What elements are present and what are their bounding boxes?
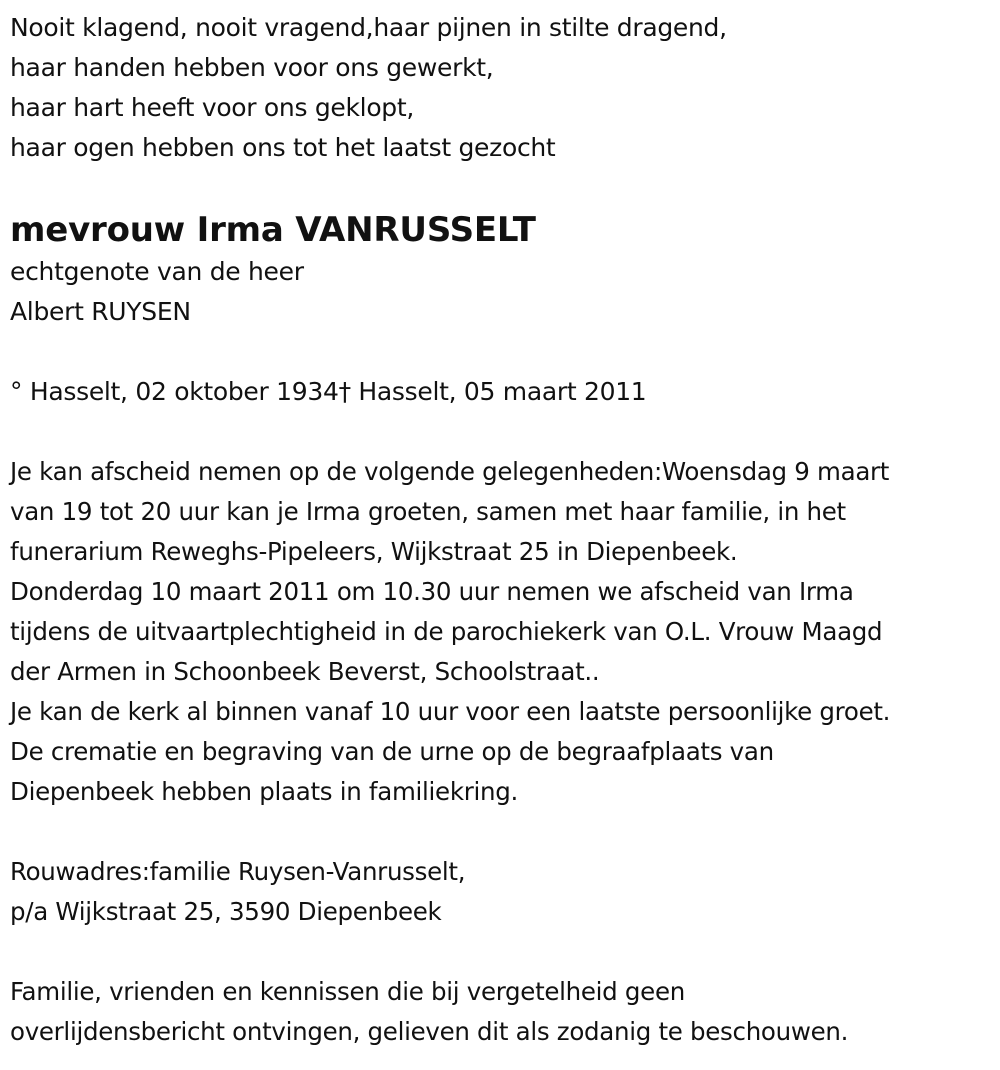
ceremony-line: Donderdag 10 maart 2011 om 10.30 uur nemen we afscheid van Irma bbox=[10, 577, 854, 606]
spouse-name: Albert RUYSEN bbox=[10, 297, 191, 326]
ceremony-line: Diepenbeek hebben plaats in familiekring. bbox=[10, 777, 518, 806]
ceremony-line: Je kan de kerk al binnen vanaf 10 uur voor een laatste persoonlijke groet. bbox=[10, 697, 891, 726]
obituary-notice bbox=[10, 8, 995, 1052]
notice-line: Familie, vrienden en kennissen die bij vergetelheid geen bbox=[10, 977, 685, 1006]
ceremony-details bbox=[10, 452, 995, 812]
ceremony-line: funerarium Reweghs-Pipeleers, Wijkstraat 25 in Diepenbeek. bbox=[10, 537, 738, 566]
life-dates bbox=[10, 372, 995, 412]
closing-notice bbox=[10, 972, 995, 1052]
deceased-name: mevrouw Irma VANRUSSELT bbox=[10, 210, 536, 250]
ceremony-line: van 19 tot 20 uur kan je Irma groeten, samen met haar familie, in het bbox=[10, 497, 846, 526]
verse-line: haar ogen hebben ons tot het laatst gezocht bbox=[10, 133, 556, 162]
spouse-info bbox=[10, 252, 995, 332]
birth-death-dates: ° Hasselt, 02 oktober 1934† Hasselt, 05 maart 2011 bbox=[10, 377, 647, 406]
verse-line: haar handen hebben voor ons gewerkt, bbox=[10, 53, 494, 82]
address-line: p/a Wijkstraat 25, 3590 Diepenbeek bbox=[10, 897, 442, 926]
relation-text: echtgenote van de heer bbox=[10, 257, 304, 286]
verse-line: haar hart heeft voor ons geklopt, bbox=[10, 93, 415, 122]
notice-line: overlijdensbericht ontvingen, gelieven dit als zodanig te beschouwen. bbox=[10, 1017, 849, 1046]
address-line: Rouwadres:familie Ruysen-Vanrusselt, bbox=[10, 857, 466, 886]
ceremony-line: Je kan afscheid nemen op de volgende gelegenheden:Woensdag 9 maart bbox=[10, 457, 890, 486]
ceremony-line: tijdens de uitvaartplechtigheid in de parochiekerk van O.L. Vrouw Maagd bbox=[10, 617, 883, 646]
ceremony-line: der Armen in Schoonbeek Beverst, Schoolstraat.. bbox=[10, 657, 600, 686]
condolence-address bbox=[10, 852, 995, 932]
ceremony-line: De crematie en begraving van de urne op de begraafplaats van bbox=[10, 737, 774, 766]
verse-line: Nooit klagend, nooit vragend,haar pijnen in stilte dragend, bbox=[10, 13, 727, 42]
memorial-verse bbox=[10, 8, 995, 168]
